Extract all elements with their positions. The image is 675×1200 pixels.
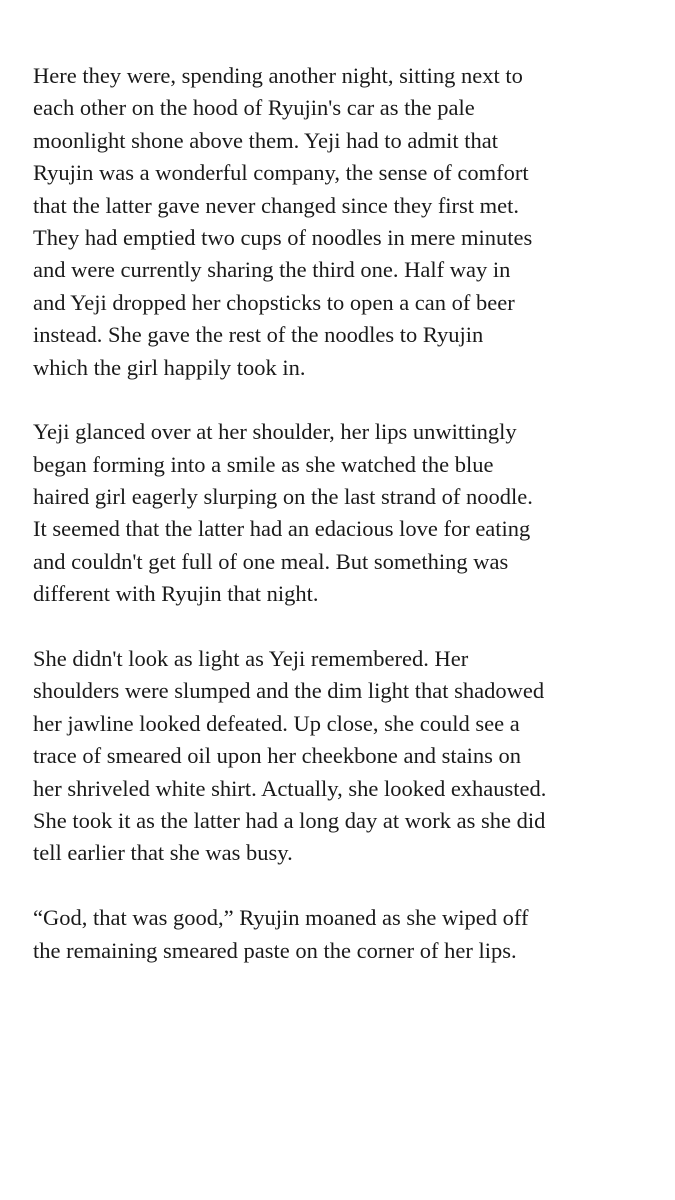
text-line: instead. She gave the rest of the noodles to Ryujin (33, 322, 484, 348)
text-line: shoulders were slumped and the dim light that shadowed (33, 678, 545, 704)
text-line: Here they were, spending another night, sitting next to (33, 63, 523, 88)
text-line: “God, that was good,” Ryujin moaned as she wiped off (33, 905, 529, 931)
text-line: that the latter gave never changed since they first met. (33, 192, 520, 218)
text-line: moonlight shone above them. Yeji had to admit that (33, 127, 498, 153)
story-paragraph-2 (33, 416, 645, 610)
text-line: the remaining smeared paste on the corner of her lips. (33, 937, 517, 963)
text-line: different with Ryujin that night. (33, 581, 319, 607)
text-line: haired girl eagerly slurping on the last strand of noodle. (33, 484, 533, 510)
text-line: trace of smeared oil upon her cheekbone and stains on (33, 743, 521, 769)
text-line: It seemed that the latter had an edacious love for eating (33, 516, 531, 542)
story-paragraph-3 (33, 643, 645, 870)
text-line: Ryujin was a wonderful company, the sense of comfort (33, 160, 529, 186)
text-line: and couldn't get full of one meal. But something was (33, 548, 509, 574)
story-paragraph-4 (33, 902, 645, 967)
text-line: tell earlier that she was busy. (33, 840, 293, 866)
text-line: Yeji glanced over at her shoulder, her lips unwittingly (33, 419, 517, 445)
text-line: each other on the hood of Ryujin's car as the pale (33, 95, 475, 121)
text-line: She took it as the latter had a long day at work as she did (33, 807, 546, 833)
text-line: and were currently sharing the third one. Half way in (33, 257, 511, 283)
text-line: her jawline looked defeated. Up close, she could see a (33, 710, 520, 736)
text-line: They had emptied two cups of noodles in mere minutes (33, 224, 533, 250)
story-paragraph-1 (33, 60, 645, 384)
text-line: began forming into a smile as she watched the blue (33, 451, 494, 477)
text-line: her shriveled white shirt. Actually, she looked exhausted. (33, 775, 547, 801)
text-line: She didn't look as light as Yeji remembered. Her (33, 646, 469, 672)
text-line: which the girl happily took in. (33, 354, 306, 380)
text-line: and Yeji dropped her chopsticks to open a can of beer (33, 289, 515, 315)
